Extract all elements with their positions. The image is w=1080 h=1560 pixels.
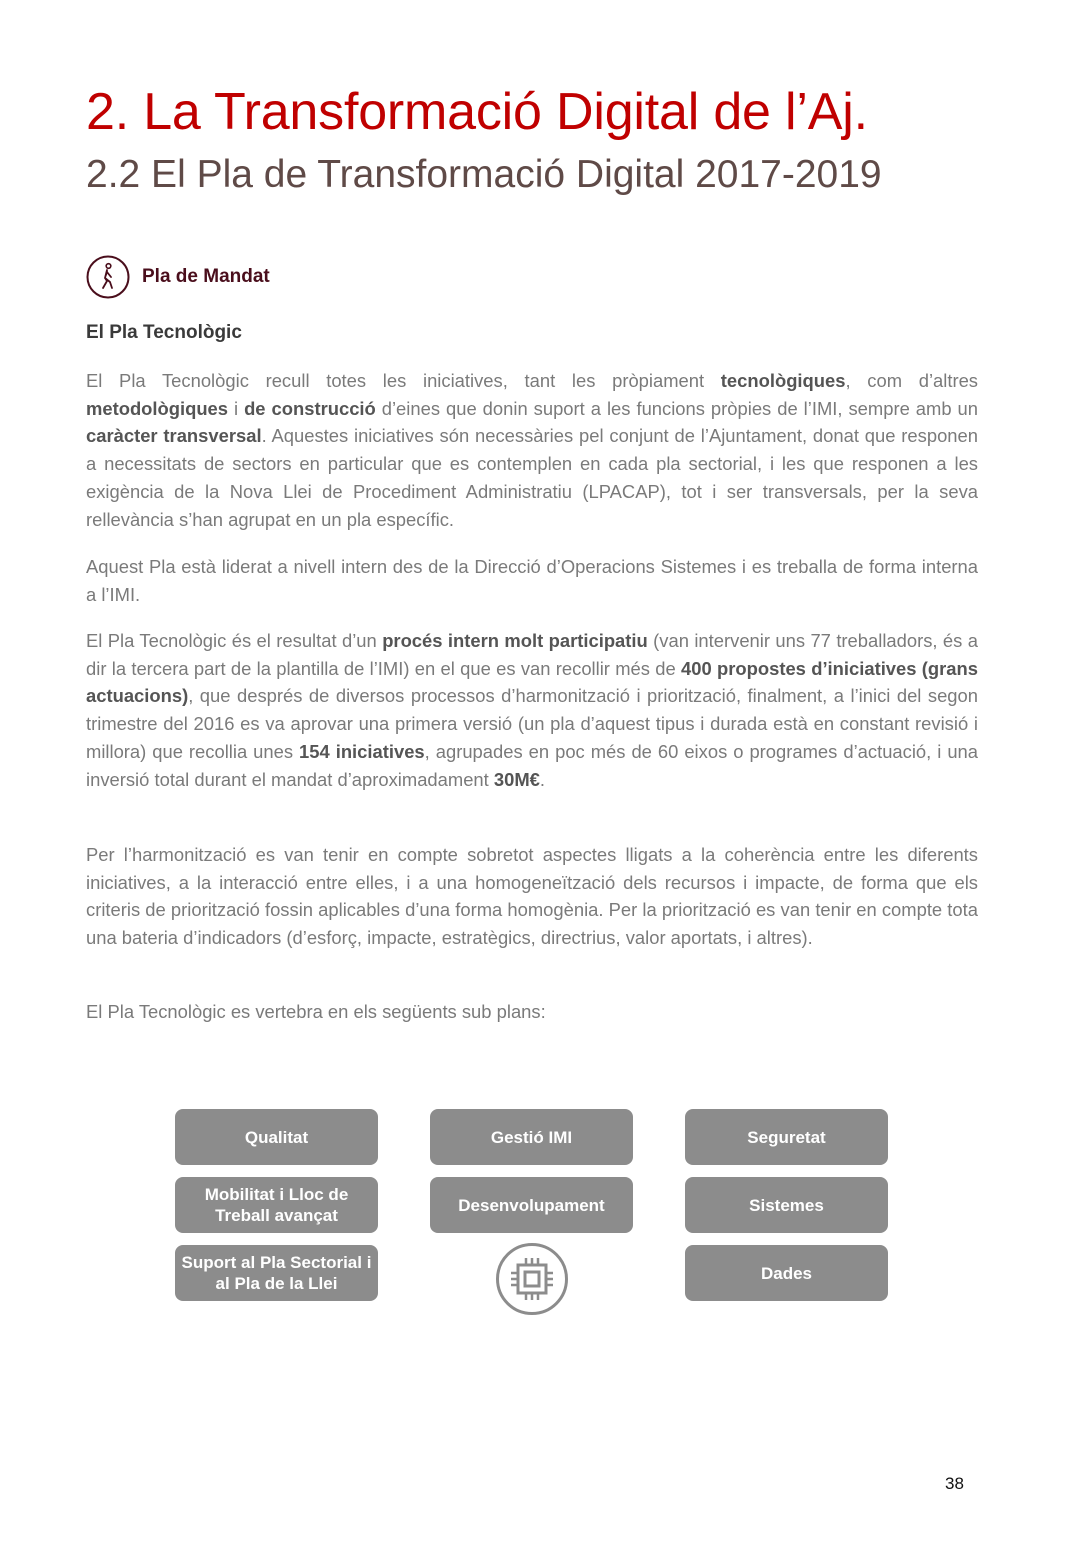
emphasis-text: de construcció [244, 397, 376, 419]
emphasis-text: caràcter transversal [86, 425, 262, 447]
body-text: , agrupades en poc més de 60 eixos o programes d’actuació, i una inversió total durant el mandat d’aproximadament [86, 740, 979, 790]
emphasis-text: 154 iniciatives [299, 740, 425, 762]
body-text: . Aquestes iniciatives són necessàries pel conjunt de l’Ajuntament, donat que responen a necessitats de sectors en particular que es contemplen en cada pla sectorial, i les que responen a les exigència de la Nova Llei de Procediment Administratiu (LPACAP), tot i ser transversals, per la seva rellevància s’han agrupat en un pla específic. [86, 425, 978, 530]
body-text: d’eines que donin suport a les funcions pròpies de l’IMI, sempre amb un [375, 397, 978, 419]
body-text: (van intervenir uns 77 treballadors, és a dir la tercera part de la plantilla de l’IMI) en el que es van recollir més de [86, 630, 978, 679]
body-text: El Pla Tecnològic és el resultat d’un [86, 630, 383, 651]
category-label: Pla de Mandat [142, 266, 270, 287]
paragraph-subplans-intro [86, 998, 978, 1026]
page-subtitle: 2.2 El Pla de Transformació Digital 2017-2019 [86, 153, 882, 196]
page-number: 38 [945, 1474, 964, 1493]
subplan-sistemes: Sistemes [685, 1177, 888, 1233]
emphasis-text: 30M€ [493, 768, 540, 790]
microchip-icon [495, 1242, 569, 1316]
section-heading: El Pla Tecnològic [86, 322, 242, 343]
paragraph-leadership [86, 553, 978, 608]
body-text: . [539, 768, 546, 790]
subplan-qualitat: Qualitat [175, 1109, 378, 1165]
body-text: El Pla Tecnològic es vertebra en els següents sub plans: [86, 1001, 546, 1022]
body-text: El Pla Tecnològic recull totes les iniciatives, tant les pròpiament [86, 370, 721, 391]
emphasis-text: 400 propostes d’iniciatives (grans actuacions) [86, 657, 978, 707]
emphasis-text: procés intern molt participatiu [382, 630, 648, 651]
body-text: i [228, 397, 245, 419]
subplan-desenvolupament: Desenvolupament [430, 1177, 633, 1233]
subplan-seguretat: Seguretat [685, 1109, 888, 1165]
subplan-gestio-imi: Gestió IMI [430, 1109, 633, 1165]
paragraph-harmonization [86, 841, 978, 952]
subplan-suport: Suport al Pla Sectorial i al Pla de la Llei [175, 1245, 378, 1301]
paragraph-process [86, 627, 978, 793]
body-text: Per l’harmonització es van tenir en compte sobretot aspectes lligats a la coherència entre les diferents iniciatives, a la interacció entre elles, i a una homogeneïtzació dels recursos i impacte, de forma que els criteris de priorització fossin aplicables d’una forma homogènia. Per la priorització es van tenir en compte tota una bateria d’indicadors (d’esforç, impacte, estratègics, directrius, valor aportats, i altres). [86, 844, 978, 949]
body-text: , que després de diversos processos d’harmonització i priorització, finalment, a l’inici del segon trimestre del 2016 es va aprovar una primera versió (un pla d’aquest tipus i durada està en constant revisió i millora) que recollia unes [86, 685, 978, 762]
paragraph-intro [86, 367, 978, 533]
subplan-dades: Dades [685, 1245, 888, 1301]
emphasis-text: tecnològiques [720, 370, 846, 391]
body-text: Aquest Pla està liderat a nivell intern des de la Direcció d’Operacions Sistemes i es treballa de forma interna a l’IMI. [86, 556, 978, 605]
category-tag [86, 255, 270, 299]
body-text: , com d’altres [845, 370, 978, 391]
page-title: 2. La Transformació Digital de l’Aj. [86, 83, 868, 141]
subplan-mobilitat: Mobilitat i Lloc de Treball avançat [175, 1177, 378, 1233]
emphasis-text: metodològiques [86, 397, 229, 419]
walking-person-icon [86, 255, 130, 299]
